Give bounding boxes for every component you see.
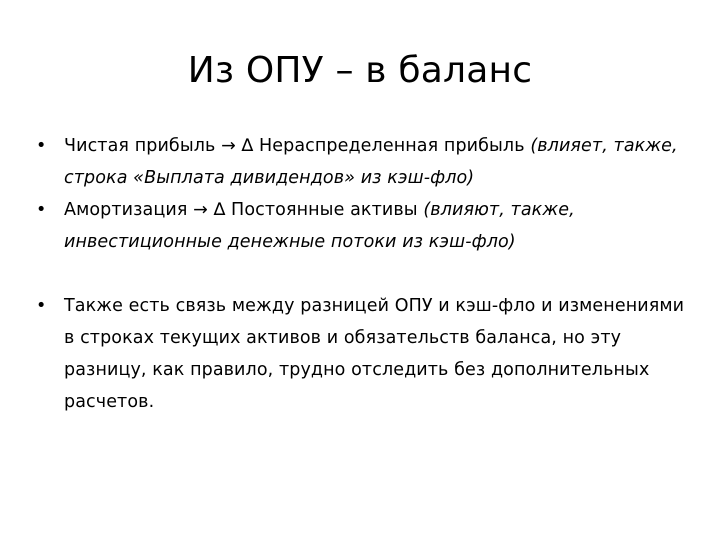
bullet-note-text: (влияют, также, инвестиционные денежные потоки из кэш-фло): [64, 200, 575, 252]
bullet-main-text: Чистая прибыль → ∆ Нераспределенная прибыль: [64, 136, 525, 156]
bullet-main-text: Амортизация → ∆ Постоянные активы: [64, 200, 418, 220]
slide-title: Из ОПУ – в баланс: [187, 50, 533, 91]
bullet-dot-icon: •: [36, 200, 47, 220]
bullet-item-net-profit: [36, 130, 686, 194]
bullet-note-text: (влияет, также, строка «Выплата дивидендов» из кэш-фло): [64, 136, 678, 188]
bullet-item-depreciation: [36, 194, 686, 258]
bullet-dot-icon: •: [36, 136, 47, 156]
bullet-item-working-capital: [36, 290, 686, 418]
bullet-main-text: Также есть связь между разницей ОПУ и кэш-фло и изменениями в строках текущих активов и обязательств баланса, но эту разницу, как правило, трудно отследить без дополнительных расчетов.: [64, 296, 685, 412]
bullet-list: [36, 130, 686, 418]
bullet-dot-icon: •: [36, 296, 47, 316]
